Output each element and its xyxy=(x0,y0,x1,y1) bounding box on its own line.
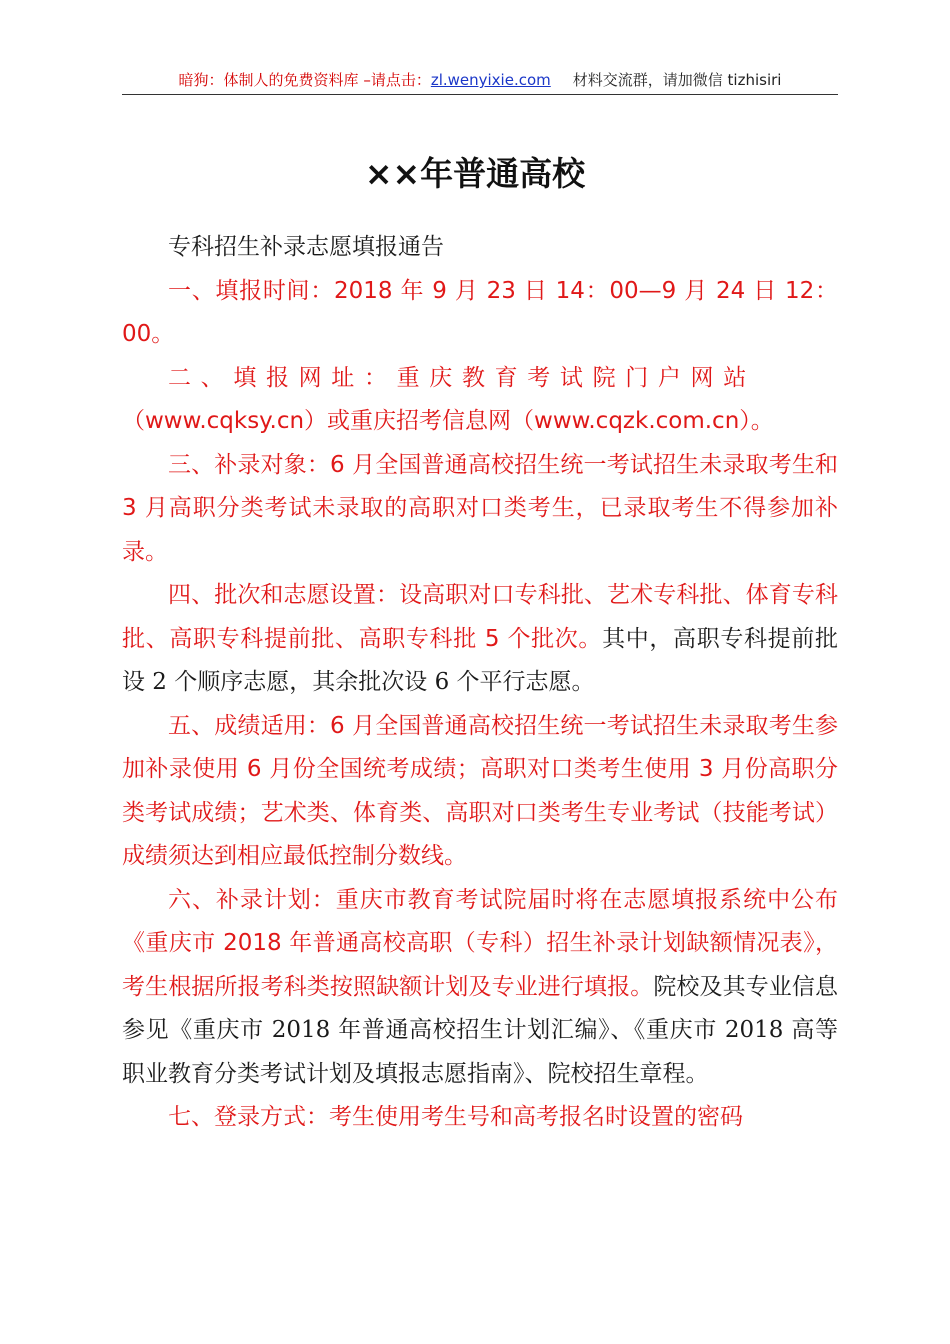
section-5-scores: 五、成绩适用：6 月全国普通高校招生统一考试招生未录取考生参加补录使用 6 月份全国统考成绩；高职对口类考生使用 3 月份高职分类考试成绩；艺术类、体育类、高职对口类考生专业考试（技能考试）成绩须达到相应最低控制分数线。 xyxy=(122,712,838,869)
section-4-batches xyxy=(122,574,838,705)
section-4-batches-red: 四、批次和志愿设置：设高职对口专科批、艺术专科批、体育专科批、高职专科提前批、高职专科批 5 个批次。 xyxy=(122,582,838,652)
section-6-plan xyxy=(122,879,838,1097)
section-3-applicants: 三、补录对象：6 月全国普通高校招生统一考试招生未录取考生和 3 月高职分类考试未录取的高职对口类考生，已录取考生不得参加补录。 xyxy=(122,451,838,565)
document-subtitle: 专科招生补录志愿填报通告 xyxy=(168,234,444,260)
section-7-login: 七、登录方式：考生使用考生号和高考报名时设置的密码 xyxy=(168,1104,743,1130)
section-2-website-line2: （www.cqksy.cn）或重庆招考信息网（www.cqzk.com.cn）。 xyxy=(122,408,774,434)
section-6-plan-red: 六、补录计划：重庆市教育考试院届时将在志愿填报系统中公布《重庆市 2018 年普通高校高职（专科）招生补录计划缺额情况表》，考生根据所报考科类按照缺额计划及专业进行填报。 xyxy=(122,886,838,1000)
section-2-website-line1: 二、填报网址：重庆教育考试院门户网站 xyxy=(168,364,756,391)
header-promo-text: 暗狗：体制人的免费资料库 –请点击： xyxy=(178,71,431,89)
document-body xyxy=(122,226,838,1140)
header-contact-text: 材料交流群，请加微信 tizhisiri xyxy=(572,71,782,89)
header-link[interactable]: zl.wenyixie.com xyxy=(430,71,551,89)
section-6-plan-black: 院校及其专业信息参见《重庆市 2018 年普通高校招生计划汇编》、《重庆市 2018 高等职业教育分类考试计划及填报志愿指南》、院校招生章程。 xyxy=(122,973,839,1087)
section-1-fill-time: 一、填报时间：2018 年 9 月 23 日 14：00—9 月 24 日 12：00。 xyxy=(122,277,838,347)
page-header xyxy=(122,66,838,95)
section-4-batches-black: 其中，高职专科提前批设 2 个顺序志愿，其余批次设 6 个平行志愿。 xyxy=(122,625,838,695)
document-title: ××年普通高校 xyxy=(364,154,586,193)
